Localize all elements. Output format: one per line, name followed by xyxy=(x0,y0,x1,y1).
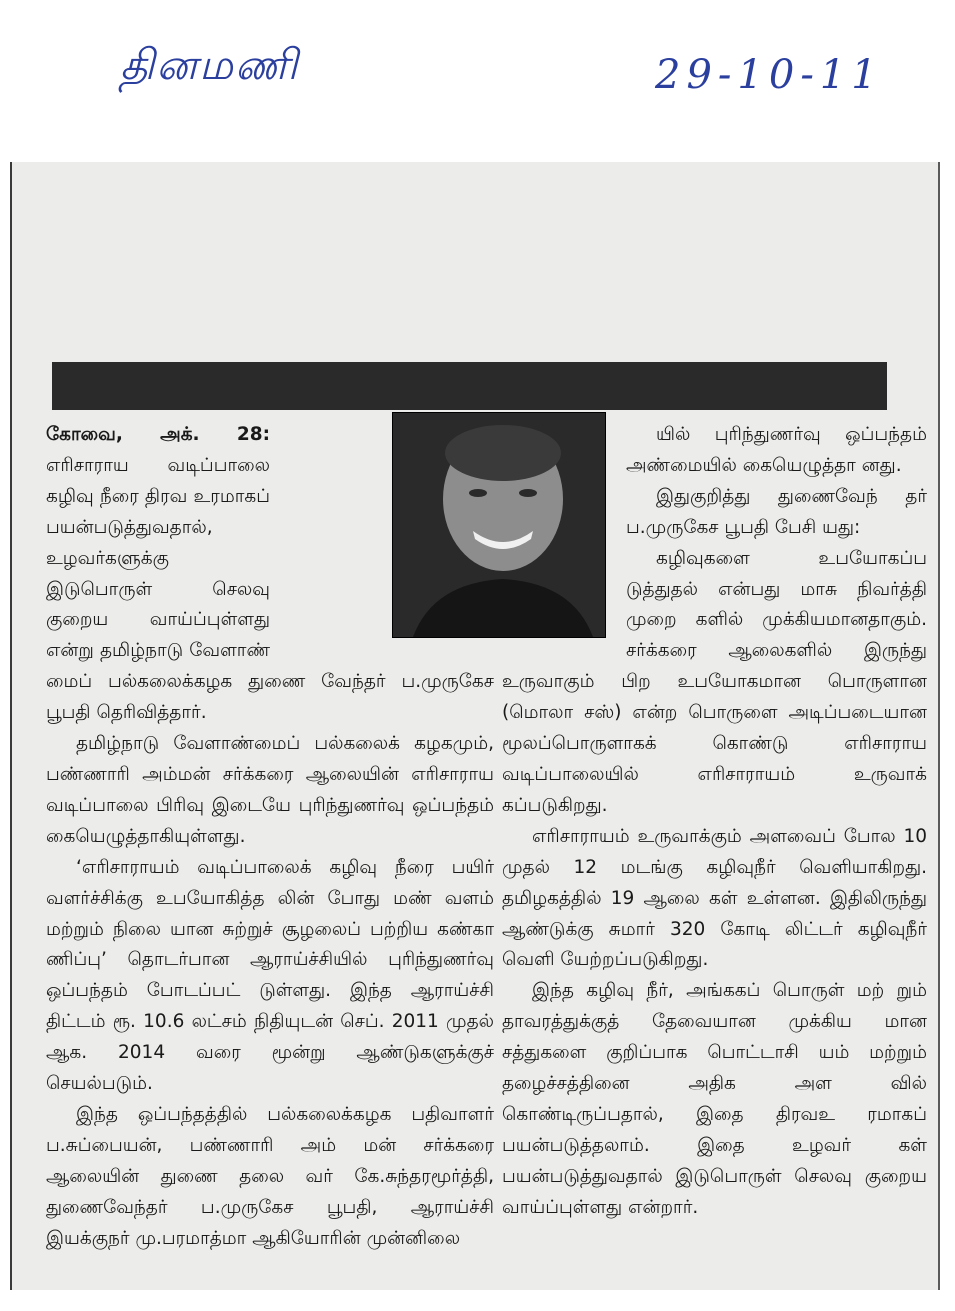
left-paragraph-3: ‘எரிசாராயம் வடிப்பாலைக் கழிவு நீரை பயிர் வளர்ச்சிக்கு உபயோகித்த லின் போது மண் வளம் மற்றும் நிலை யான சுற்றுச் சூழலைப் பற்றிய கண்கா ணிப்பு’ தொடர்பான ஆராய்ச்சியில் புரிந்துணர்வு ஒப்பந்தம் போடப்பட் டுள்ளது. இந்த ஆராய்ச்சி திட்டம் ரூ. 10.6 லட்சம் நிதியுடன் செப். 2011 முதல் ஆக. 2014 வரை மூன்று ஆண்டுகளுக்குச் செயல்படும். xyxy=(46,856,494,1095)
right-paragraph-2: இதுகுறித்து துணைவேந் தர் ப.முருகேச பூபதி பேசி யது: xyxy=(626,485,927,538)
left-paragraph-2: தமிழ்நாடு வேளாண்மைப் பல்கலைக் கழகமும், பண்ணாரி அம்மன் சர்க்கரை ஆலையின் எரிசாராய வடிப்பாலை பிரிவு இடையே புரிந்துணர்வு ஒப்பந்தம் கையெழுத்தாகியுள்ளது. xyxy=(46,733,494,847)
clip-date-handwritten: 29-10-11 xyxy=(655,52,883,98)
dateline: கோவை, அக். 28: xyxy=(46,424,270,445)
lead-paragraph: கோவை, அக். 28: எரிசாராய வடிப்பாலை கழிவு நீரை திரவ உரமாகப் பயன்படுத்துவதால், உழவர்களுக்கு இடுபொருள் செலவு குறைய வாய்ப்புள்ளது என்று தமிழ்நாடு வேளாண் மைப் பல்கலைக்கழக துணை வேந்தர் ப.முருகேச பூபதி தெரிவித்தார். xyxy=(46,424,494,724)
masthead-handwritten: தினமணி xyxy=(120,40,300,89)
subheadline xyxy=(52,362,887,410)
right-paragraph-4: எரிசாராயம் உருவாக்கும் அளவைப் போல 10 முதல் 12 மடங்கு கழிவுநீர் வெளியாகிறது. தமிழகத்தில் 19 ஆலை கள் உள்ளன. இதிலிருந்து ஆண்டுக்கு சுமார் 320 கோடி லிட்டர் கழிவுநீர் வெளி யேற்றப்படுகிறது. xyxy=(502,825,927,971)
right-paragraph-3: கழிவுகளை உபயோகப்ப டுத்துதல் என்பது மாசு நிவர்த்தி முறை களில் முக்கியமானதாகும். சர்க்கரை ஆலைகளில் இருந்து உருவாகும் பிற உபயோகமான பொருளான (மொலா சஸ்) என்ற பொருளை அடிப்படையான மூலப்பொருளாகக் கொண்டு எரிசாராய வடிப்பாலையில் எரிசாராயம் உருவாக் கப்படுகிறது. xyxy=(502,547,927,816)
article-column-right xyxy=(502,420,927,1224)
right-paragraph-5: இந்த கழிவு நீர், அங்ககப் பொருள் மற் றும் தாவரத்துக்குத் தேவையான முக்கிய மான சத்துகளை குறிப்பாக பொட்டாசி யம் மற்றும் தழைச்சத்தினை அதிக அள வில் கொண்டிருப்பதால், இதை திரவஉ ரமாகப் பயன்படுத்தலாம். இதை உழவர் கள் பயன்படுத்துவதால் இடுபொருள் செலவு குறைய வாய்ப்புள்ளது என்றார். xyxy=(502,980,927,1218)
left-paragraph-4: இந்த ஒப்பந்தத்தில் பல்கலைக்கழக பதிவாளர் ப.சுப்பையன், பண்ணாரி அம் மன் சர்க்கரை ஆலையின் துணை தலை வர் கே.சுந்தரமூர்த்தி, துணைவேந்தர் ப.முருகேச பூபதி, ஆராய்ச்சி இயக்குநர் மு.பரமாத்மா ஆகியோரின் முன்னிலை xyxy=(46,1103,494,1249)
newspaper-clipping xyxy=(10,162,940,1290)
right-paragraph-1: யில் புரிந்துணர்வு ஒப்பந்தம் அண்மையில் கையெழுத்தா னது. xyxy=(626,424,927,476)
article-column-left xyxy=(46,420,494,1254)
